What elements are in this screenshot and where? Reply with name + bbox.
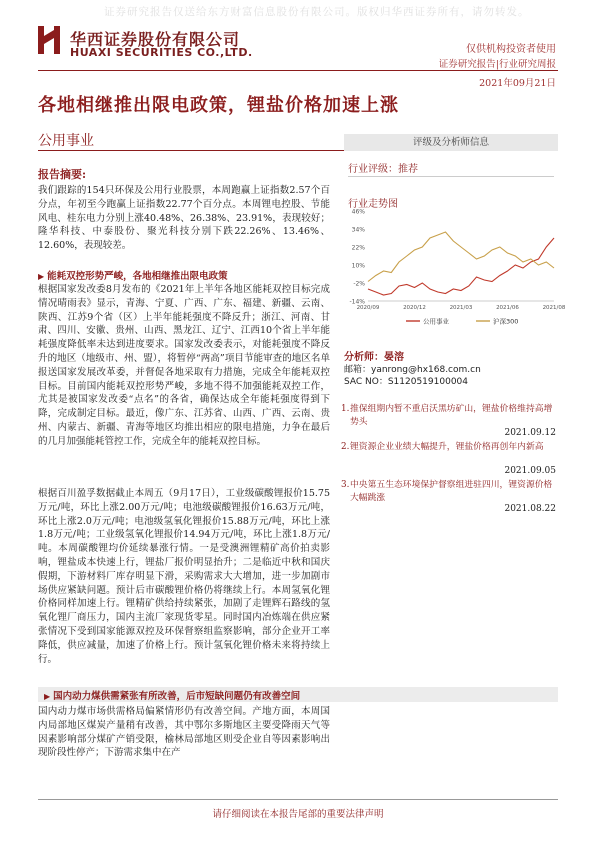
legend-label: 沪深300	[493, 317, 519, 326]
y-tick-label: -2%	[353, 280, 365, 288]
summary-paragraph-4: 国内动力煤市场供需格局偏紧情形仍有改善空间。产地方面，本周国内局部地区煤炭产量稍有改善，其中鄂尔多斯地区主要受降雨天气等因素影响部分煤矿产销受限，榆林局部地区则受企业自等因素影响出现阶段性停产；下游需求集中在产	[38, 706, 330, 759]
footer-divider	[38, 799, 558, 800]
triangle-bullet-icon: ▶	[38, 271, 45, 281]
y-tick-label: 10%	[351, 262, 365, 270]
section-heading-1: ▶ 能耗双控形势严峻，各地相继推出限电政策	[38, 271, 228, 282]
analyst-sac: SAC NO：S1120519100004	[344, 377, 468, 387]
y-tick-label: -14%	[349, 298, 365, 306]
header-divider	[38, 70, 558, 71]
related-report-3[interactable]: 3. 中央第五生态环境保护督察组进驻四川，锂资源价格大幅跳涨	[341, 480, 553, 503]
legal-notice: 请仔细阅读在本报告尾部的重要法律声明	[212, 809, 384, 820]
summary-paragraph-1: 我们跟踪的154只环保及公用行业股票，本周跑赢上证指数2.57个百分点，年初至今跑赢上证指数22.77个百分点。本周锂电控股、节能风电、桂东电力分别上涨40.48%、26.38%、23.91%，表现较好；隆华科技、中泰股份、聚光科技分别下跌22.26%、13.46%、12.60%，表现较差。	[38, 185, 330, 252]
analyst-heading: 分析师：晏溶	[344, 352, 404, 363]
summary-paragraph-2: 根据国家发改委8月发布的《2021年上半年各地区能耗双控目标完成情况晴雨表》显示，青海、宁夏、广西、广东、福建、新疆、云南、陕西、江苏9个省（区）上半年能耗强度不降反升；浙江、河南、甘肃、四川、安徽、贵州、山西、黑龙江、辽宁、江西10个省上半年能耗强度降低率未达到进度要求。国家发改委表示，对能耗强度不降反升的地区（地级市、州、盟），将暂停“两高”项目节能审查的地区名单报送国家发展改革委，并督促各地采取有力措施，完成全年能耗双控目标。目前国内能耗双控形势严峻，多地不得不加强能耗双控工作，尤其是被国家发改委“点名”的各省，确保达成全年能耗强度得到下降，完成制定目标。最近，像广东、江苏省、山西、广西、云南、贵州、内蒙古、新疆、青海等地区均推出相应的限电措施，力争在最后的几月加强能耗管控工作，完成全年的能耗双控目标。	[38, 284, 330, 447]
y-tick-label: 34%	[351, 226, 365, 234]
analyst-email[interactable]: 邮箱：yanrong@hx168.com.cn	[344, 365, 481, 375]
watermark: 证券研究报告仅送给东方财富信息股份有限公司。版权归华西证券所有，请勿转发。	[104, 6, 530, 18]
industry-rating: 行业评级：推荐	[348, 164, 418, 175]
y-tick-label: 22%	[351, 244, 365, 252]
related-report-1[interactable]: 1. 推保组期内暂不重启沃黑坊矿山，锂盐价格维持高增势头	[341, 404, 553, 427]
trend-chart-title: 行业走势图	[348, 199, 398, 210]
section-heading-2: ▶ 国内动力煤供需紧张有所改善，后市短缺问题仍有改善空间	[44, 691, 301, 702]
x-tick-label: 2021/03	[449, 305, 473, 311]
legend-label: 公用事业	[423, 317, 449, 326]
sector-name: 公用事业	[38, 133, 94, 149]
x-tick-label: 2020/12	[403, 305, 426, 311]
series-line-2	[368, 232, 554, 282]
x-tick-label: 2020/09	[356, 305, 380, 311]
rating-divider	[348, 176, 554, 177]
x-tick-label: 2021/08	[542, 305, 566, 311]
x-tick-label: 2021/06	[496, 305, 519, 311]
y-tick-label: 46%	[351, 208, 365, 216]
related-report-1-date: 2021.09.12	[504, 428, 556, 438]
rating-box-title: 评级及分析师信息	[344, 134, 558, 151]
report-date: 2021年09月21日	[479, 78, 556, 89]
related-report-2[interactable]: 2. 锂资源企业业绩大幅提升，锂盐价格再创年内新高	[341, 442, 544, 452]
audience-note: 仅供机构投资者使用	[466, 44, 556, 55]
related-report-2-date: 2021.09.05	[504, 466, 556, 476]
trend-chart	[344, 205, 566, 330]
triangle-bullet-icon: ▶	[44, 691, 51, 701]
brand-name-en: HUAXI SECURITIES CO.,LTD.	[70, 46, 253, 59]
summary-heading: 报告摘要:	[38, 168, 87, 181]
related-report-3-date: 2021.08.22	[504, 504, 556, 514]
summary-paragraph-3: 根据百川盈孚数据截止本周五（9月17日），工业级碳酸锂报价15.75万元/吨，环比上涨2.00万元/吨；电池级碳酸锂报价16.63万元/吨，环比上涨2.0万元/吨；电池级氢氧化锂报价15.88万元/吨，环比上涨1.8万元/吨；工业级氢氧化锂报价14.94万元/吨，环比上涨1.8万元/吨。本周碳酸锂均价延续暴涨行情。一是受澳洲锂精矿高价拍卖影响，锂盐成本快速上行，锂盐厂报价明显抬升；二是临近中秋和国庆假期，下游材料厂库存明显下滑，采购需求大大增加，进一步加剧市场供应紧缺问题。预计后市碳酸锂价格仍将继续上行。本周氢氧化锂价格同样加速上行。锂精矿供给持续紧张，加剧了走锂辉石路线的氢氧化锂厂商压力，国内主流厂家现货零星。同时国内冶炼端在供应紧张情况下受到国家能源双控及环保督察组监察影响，部分企业开工率降低，供应减量，加速了价格上行。预计氢氧化锂价格未来将持续上行。	[38, 488, 330, 665]
report-title: 各地相继推出限电政策，锂盐价格加速上涨	[38, 95, 399, 116]
report-type: 证券研究报告|行业研究周报	[438, 59, 556, 70]
huaxi-logo-icon	[38, 26, 60, 54]
brand-name-cn: 华西证券股份有限公司	[70, 30, 241, 49]
